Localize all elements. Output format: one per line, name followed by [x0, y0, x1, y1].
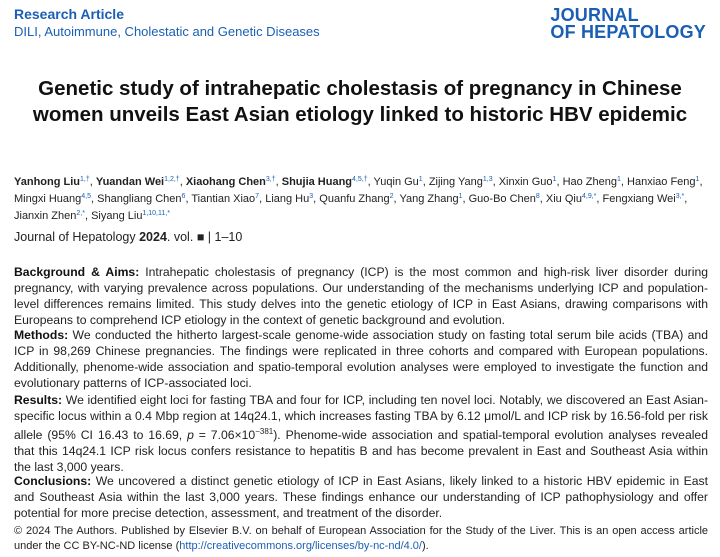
- footer-text: © 2024 The Authors. Published by Elsevier B.V. on behalf of European Association for the Study of the Liver. This is an open access article under the CC BY-NC-ND license (: [14, 525, 708, 552]
- results-text-3: ). Phenome-wide association and spatial-temporal evolution analyses revealed that this 14q24.1 ICP risk locus confers resistance to hepatitis B and has become prevalent in East and Southeast Asia within the last 3,000 years.: [14, 428, 708, 475]
- author-affiliation: 8: [535, 193, 540, 200]
- author-name: Xiaohang Chen: [185, 176, 266, 188]
- author-affiliation: 4,5,†: [352, 176, 368, 183]
- results-p: p: [187, 428, 194, 443]
- background-label: Background & Aims:: [14, 265, 140, 279]
- author-affiliation: 3,*: [675, 193, 685, 200]
- author-affiliation: 1: [458, 193, 463, 200]
- author-name: Xiu Qiu: [545, 193, 582, 205]
- author: [499, 176, 557, 188]
- author-name: Quanfu Zhang: [319, 193, 390, 205]
- citation-journal: Journal of Hepatology: [14, 230, 136, 244]
- author-name: Siyang Liu: [91, 210, 143, 222]
- author: [191, 193, 259, 205]
- author-name: Hao Zheng: [562, 176, 617, 188]
- abstract-background: [14, 264, 708, 328]
- author: [627, 176, 699, 188]
- author: [319, 193, 393, 205]
- methods-text: We conducted the hitherto largest-scale genome-wide association study on fasting total serum bile acids (TBA) and ICP in 98,269 Chinese pregnancies. The findings were replicated in three cohorts and compared with European populations. Additionally, phenome-wide association and spatio-temporal evolution analyses were employed to investigate the function and evolutionary patterns of ICP-associated loci.: [14, 328, 708, 390]
- results-label: Results:: [14, 393, 63, 407]
- abstract-results: [14, 392, 708, 475]
- author-name: Yuqin Gu: [373, 176, 419, 188]
- footer-end: ).: [422, 540, 429, 552]
- author-name: Fengxiang Wei: [602, 193, 676, 205]
- author-name: Mingxi Huang: [14, 193, 82, 205]
- author-affiliation: 1,10,11,*: [142, 210, 170, 217]
- author: [14, 210, 85, 222]
- author-affiliation: 7: [255, 193, 260, 200]
- author-name: Shangliang Chen: [97, 193, 182, 205]
- author: [563, 176, 621, 188]
- author: [399, 193, 462, 205]
- journal-logo-line2: OF HEPATOLOGY: [550, 22, 706, 42]
- background-text: Intrahepatic cholestasis of pregnancy (ICP) is the most common and high-risk liver disorder during pregnancy, with varying prevalence across populations. Our understanding of the mechanisms underlying ICP and population-level differences remains limited. This study delves into the genetic etiology of ICP in East Asians, drawing comparisons with Europeans to comprehend ICP etiology in the context of genetic background and evolution.: [14, 265, 708, 327]
- author: [265, 193, 313, 205]
- author-affiliation: 1: [617, 176, 621, 183]
- author-affiliation: 1,2,†: [164, 176, 180, 183]
- conclusions-label: Conclusions:: [14, 474, 92, 488]
- author: [91, 210, 170, 222]
- author: [603, 193, 685, 205]
- author-name: Guo-Bo Chen: [468, 193, 536, 205]
- author-name: Zijing Yang: [428, 176, 483, 188]
- article-header: [14, 6, 320, 40]
- author: [14, 193, 91, 205]
- author-affiliation: 3,†: [265, 176, 276, 183]
- author-affiliation: 2,*: [76, 210, 85, 217]
- results-text-1: We identified eight loci for fasting TBA and four for ICP, including ten novel loci. Notably, we discovered an East Asian-specific locus within a 0.4 Mbp region at 14q24.1, which increases fasting TBA by 6.12 μmol/L and ICP risk by 16.56-fold per risk allele (95% CI 16.43 to 16.69,: [14, 393, 708, 443]
- author-affiliation: 2: [389, 193, 394, 200]
- methods-label: Methods:: [14, 328, 69, 342]
- author-affiliation: 1,†: [80, 176, 90, 183]
- author-name: Yanhong Liu: [14, 176, 80, 188]
- author-name: Yuandan Wei: [95, 176, 165, 188]
- author: [186, 176, 276, 188]
- journal-logo: [550, 7, 706, 41]
- author-name: Liang Hu: [265, 193, 310, 205]
- author-affiliation: 1: [418, 176, 423, 183]
- license-footer: [14, 524, 708, 554]
- author: [469, 193, 540, 205]
- author: [374, 176, 423, 188]
- article-category: DILI, Autoimmune, Cholestatic and Genetic Diseases: [14, 24, 320, 39]
- author-name: Shujia Huang: [281, 176, 353, 188]
- author-name: Yang Zhang: [399, 193, 459, 205]
- author-affiliation: 1,3: [482, 176, 493, 183]
- author-affiliation: 1: [552, 176, 557, 183]
- license-link[interactable]: http://creativecommons.org/licenses/by-nc-nd/4.0/: [179, 540, 422, 552]
- results-text-2: = 7.06×10: [193, 428, 256, 443]
- author: [429, 176, 493, 188]
- author-name: Xinxin Guo: [498, 176, 553, 188]
- abstract-conclusions: [14, 473, 708, 521]
- results-exponent: −381: [255, 427, 274, 436]
- author: [97, 193, 185, 205]
- abstract-methods: [14, 327, 708, 391]
- author-name: Tiantian Xiao: [191, 193, 256, 205]
- author-affiliation: 6: [181, 193, 186, 200]
- citation-rest: . vol. ■ | 1–10: [166, 230, 243, 244]
- article-type: Research Article: [14, 6, 124, 22]
- author-name: Jianxin Zhen: [14, 210, 77, 222]
- paper-title: Genetic study of intrahepatic cholestasis of pregnancy in Chinese women unveils East Asian etiology linked to historic HBV epidemic: [32, 77, 688, 126]
- author: [546, 193, 596, 205]
- conclusions-text: We uncovered a distinct genetic etiology of ICP in East Asians, likely linked to a historic HBV epidemic in East and Southeast Asia within the last 3,000 years. These findings enhance our understanding of ICP pathophysiology and offer potential for more precise detection, assessment, and treatment of the disorder.: [14, 474, 708, 520]
- citation-line: [14, 230, 242, 244]
- author-affiliation: 1: [695, 176, 700, 183]
- author-affiliation: 4,5: [81, 193, 91, 200]
- citation-year: 2024: [139, 230, 167, 244]
- author: [282, 176, 368, 188]
- author-name: Hanxiao Feng: [627, 176, 696, 188]
- author: [14, 176, 90, 188]
- author-list: Yanhong Liu$^{1,\dagger}$, Yuandan Wei$^{1,2,\dagger}$, Xiaohang Chen$^{3,\dagger}$, Shujia Huang$^{4,5,\dagger}$, Yuqin Gu$^1$, Zijing Yang$^{1,3}$, Xinxin Guo$^1$, Hao Zheng$^1$, Hanxiao Feng$^1$, Mingxi Huang$^{4,5}$, Shangliang Chen$^6$, Tiantian Xiao$^7$, Liang Hu$^3$, Quanfu Zhang$^2$, Yang Zhang$^1$, Guo-Bo Chen$^8$, Xiu Qiu$^{4,9,*}$, Fengxiang Wei$^{3,*}$, Jianxin Zhen$^{2,*}$, Siyang Liu$^{1,10,11,*}$: [14, 176, 703, 222]
- author-affiliation: 3: [309, 193, 314, 200]
- author-affiliation: 4,9,*: [581, 193, 597, 200]
- author: [96, 176, 180, 188]
- journal-logo-line1: JOURNAL: [550, 5, 639, 25]
